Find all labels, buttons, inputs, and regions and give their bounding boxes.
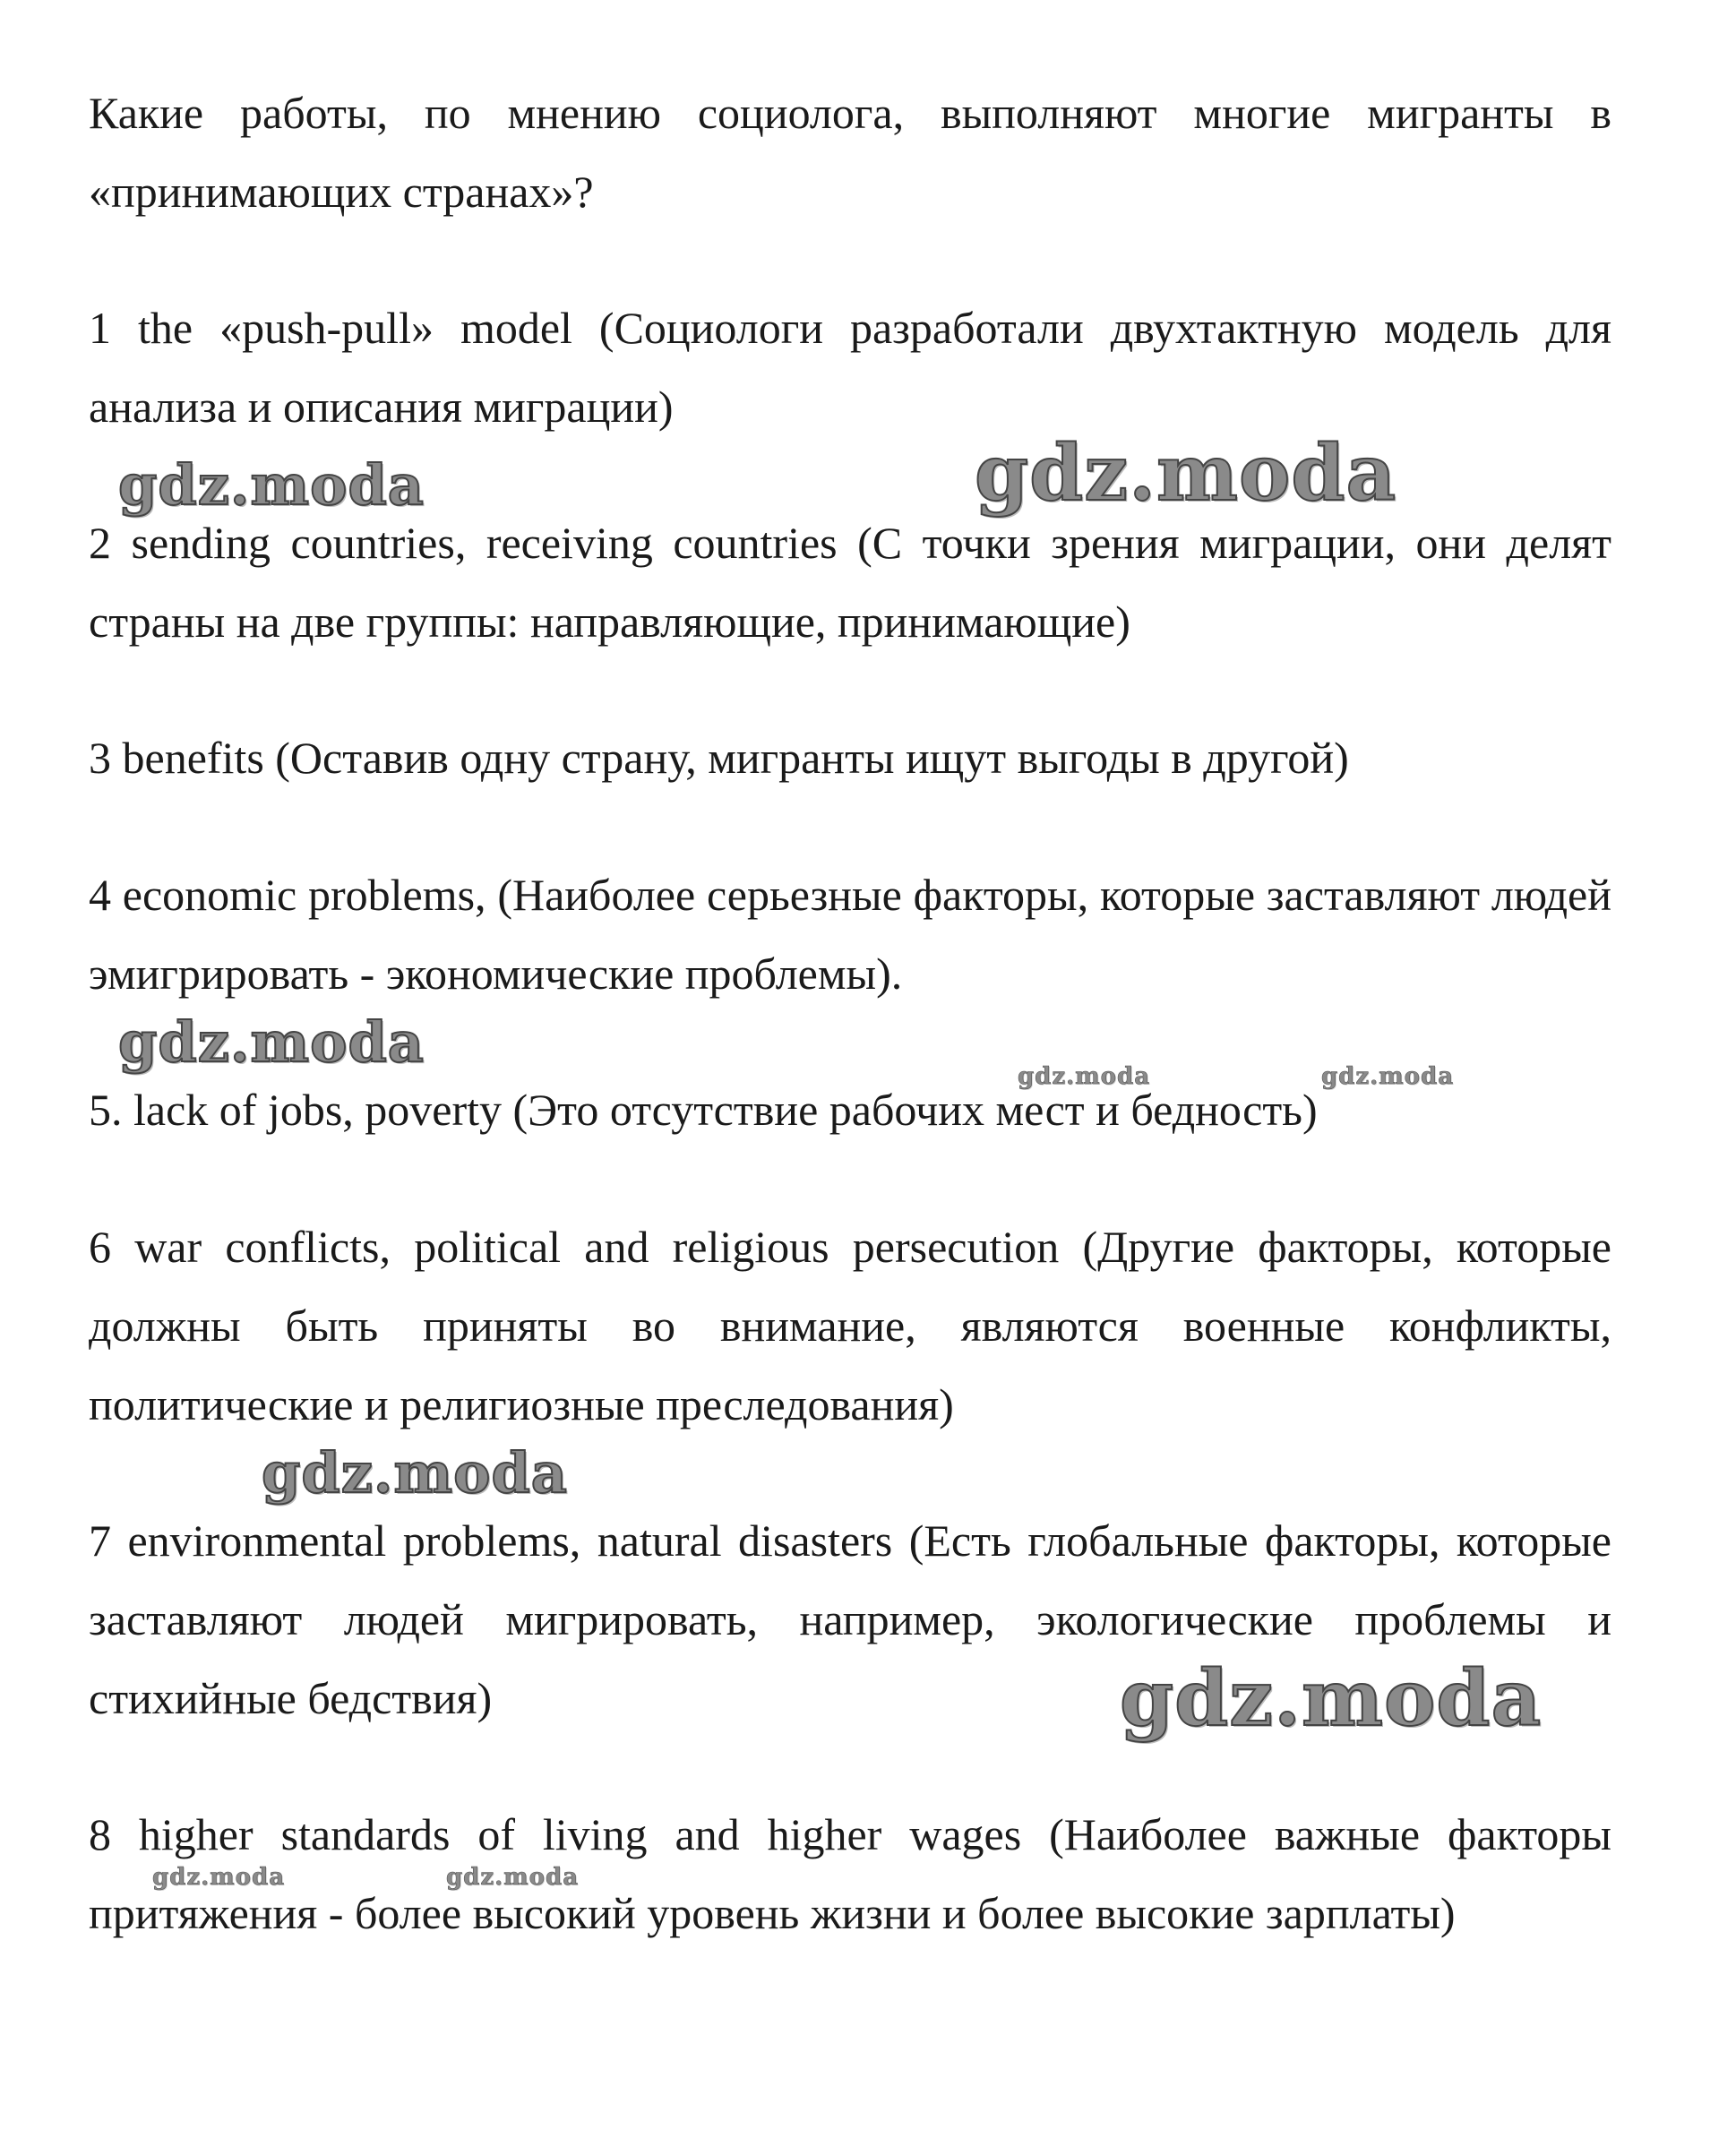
question-text: Какие работы, по мнению социолога, выполняют многие мигранты в «принимающих странах»?	[89, 88, 1611, 217]
watermark: gdz.moda	[1321, 1063, 1455, 1090]
watermark: gdz.moda	[152, 1864, 286, 1891]
answer-item-8: 8 higher standards of living and higher wages (Наиболее важные факторы притяжения - более высокий уровень жизни и более высокие зарплаты)	[89, 1809, 1611, 1938]
watermark: gdz.moda	[118, 1009, 425, 1075]
answer-item-5: 5. lack of jobs, poverty (Это отсутствие рабочих мест и бедность)	[89, 1085, 1318, 1135]
answer-item-2: 2 sending countries, receiving countries (С точки зрения миграции, они делят страны на две группы: направляющие, принимающие)	[89, 518, 1611, 647]
answer-item-3: 3 benefits (Оставив одну страну, мигранты ищут выгоды в другой)	[89, 733, 1349, 783]
watermark: gdz.moda	[262, 1440, 568, 1506]
watermark: gdz.moda	[975, 428, 1397, 519]
watermark: gdz.moda	[1120, 1653, 1543, 1744]
watermark: gdz.moda	[446, 1864, 580, 1891]
answer-item-7: 7 environmental problems, natural disasters (Есть глобальные факторы, которые заставляют людей мигрировать, например, экологические проблемы и стихийные бедствия)	[89, 1515, 1611, 1723]
answer-item-4: 4 economic problems, (Наиболее серьезные факторы, которые заставляют людей эмигрировать - экономические проблемы).	[89, 870, 1611, 999]
answer-item-6: 6 war conflicts, political and religious persecution (Другие факторы, которые должны быть приняты во внимание, являются военные конфликты, политические и религиозные преследования)	[89, 1222, 1611, 1429]
watermark: gdz.moda	[1018, 1063, 1151, 1090]
answer-item-1: 1 the «push-pull» model (Социологи разработали двухтактную модель для анализа и описания миграции)	[89, 303, 1611, 432]
watermark: gdz.moda	[118, 452, 425, 518]
